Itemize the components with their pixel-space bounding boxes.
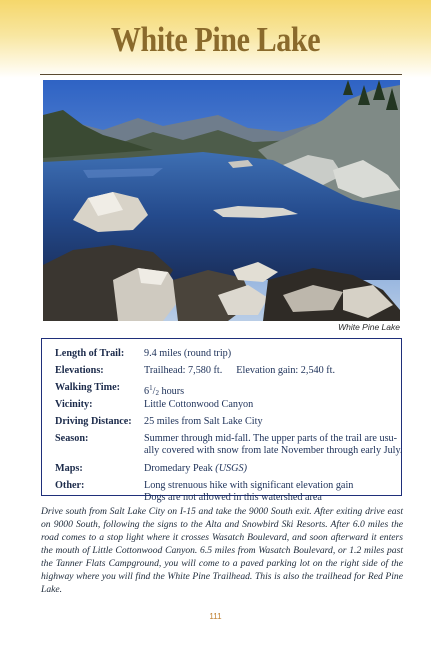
other-label: Other: xyxy=(55,480,85,491)
season-value xyxy=(144,433,406,457)
walking-time-frac-den: 2 xyxy=(155,389,159,397)
maps-value xyxy=(144,463,406,475)
vicinity-value: Little Cottonwood Canyon xyxy=(144,399,254,410)
walking-time-whole: 6 xyxy=(144,386,150,397)
page-title: White Pine Lake xyxy=(110,20,321,59)
elevations-value xyxy=(144,365,406,377)
page-number: 111 xyxy=(209,612,222,621)
trail-info-box xyxy=(41,338,403,503)
other-line-1: Long strenuous hike with significant elevation gain xyxy=(144,480,354,491)
other-line-2: Dogs are not allowed in this watershed area xyxy=(144,492,322,503)
maps-label: Maps: xyxy=(55,463,83,474)
driving-distance-value: 25 miles from Salt Lake City xyxy=(144,416,263,427)
season-line-1: Summer through mid-fall. The upper parts of the trail are usu- xyxy=(144,433,398,444)
trailhead-elevation: Trailhead: 7,580 ft. xyxy=(144,365,223,376)
map-name: Dromedary Peak xyxy=(144,463,213,474)
photo-caption: White Pine Lake xyxy=(338,322,400,332)
walking-time-value: $6^1/2$ hours xyxy=(144,384,185,397)
lake-photo xyxy=(43,80,400,321)
vicinity-label: Vicinity: xyxy=(55,399,93,410)
season-label: Season: xyxy=(55,433,89,444)
length-value: 9.4 miles (round trip) xyxy=(144,348,232,359)
season-line-2: ally covered with snow from late November through early July. xyxy=(144,445,403,456)
driving-distance-label: Driving Distance: xyxy=(55,416,132,427)
elevations-label: Elevations: xyxy=(55,365,104,376)
other-value xyxy=(144,480,406,504)
walking-time-unit: hours xyxy=(161,386,185,397)
walking-time-label: Walking Time: xyxy=(55,382,121,393)
elevation-gain: Elevation gain: 2,540 ft. xyxy=(236,365,336,376)
length-label: Length of Trail: xyxy=(55,348,125,359)
walking-time-frac-num: 1 xyxy=(149,384,153,392)
title-divider xyxy=(40,74,402,75)
driving-directions: Drive south from Salt Lake City on I-15 and take the 9000 South exit. After exiting drive east on 9000 South, following the signs to the Alta and Snowbird Ski Resorts. After 6.0 miles the road comes to a stop light where it crosses Wasatch Boulevard, and soon afterward it enters the mouth of Little Cottonwood Canyon. 6.5 miles from Wasatch Boulevard, or 1.2 miles past the Tanner Flats Campground, you will come to a paved parking lot on the right side of the highway where you will find the White Pine Trailhead. This is also the trailhead for Red Pine Lake. xyxy=(41,506,403,595)
map-source: (USGS) xyxy=(215,463,247,474)
